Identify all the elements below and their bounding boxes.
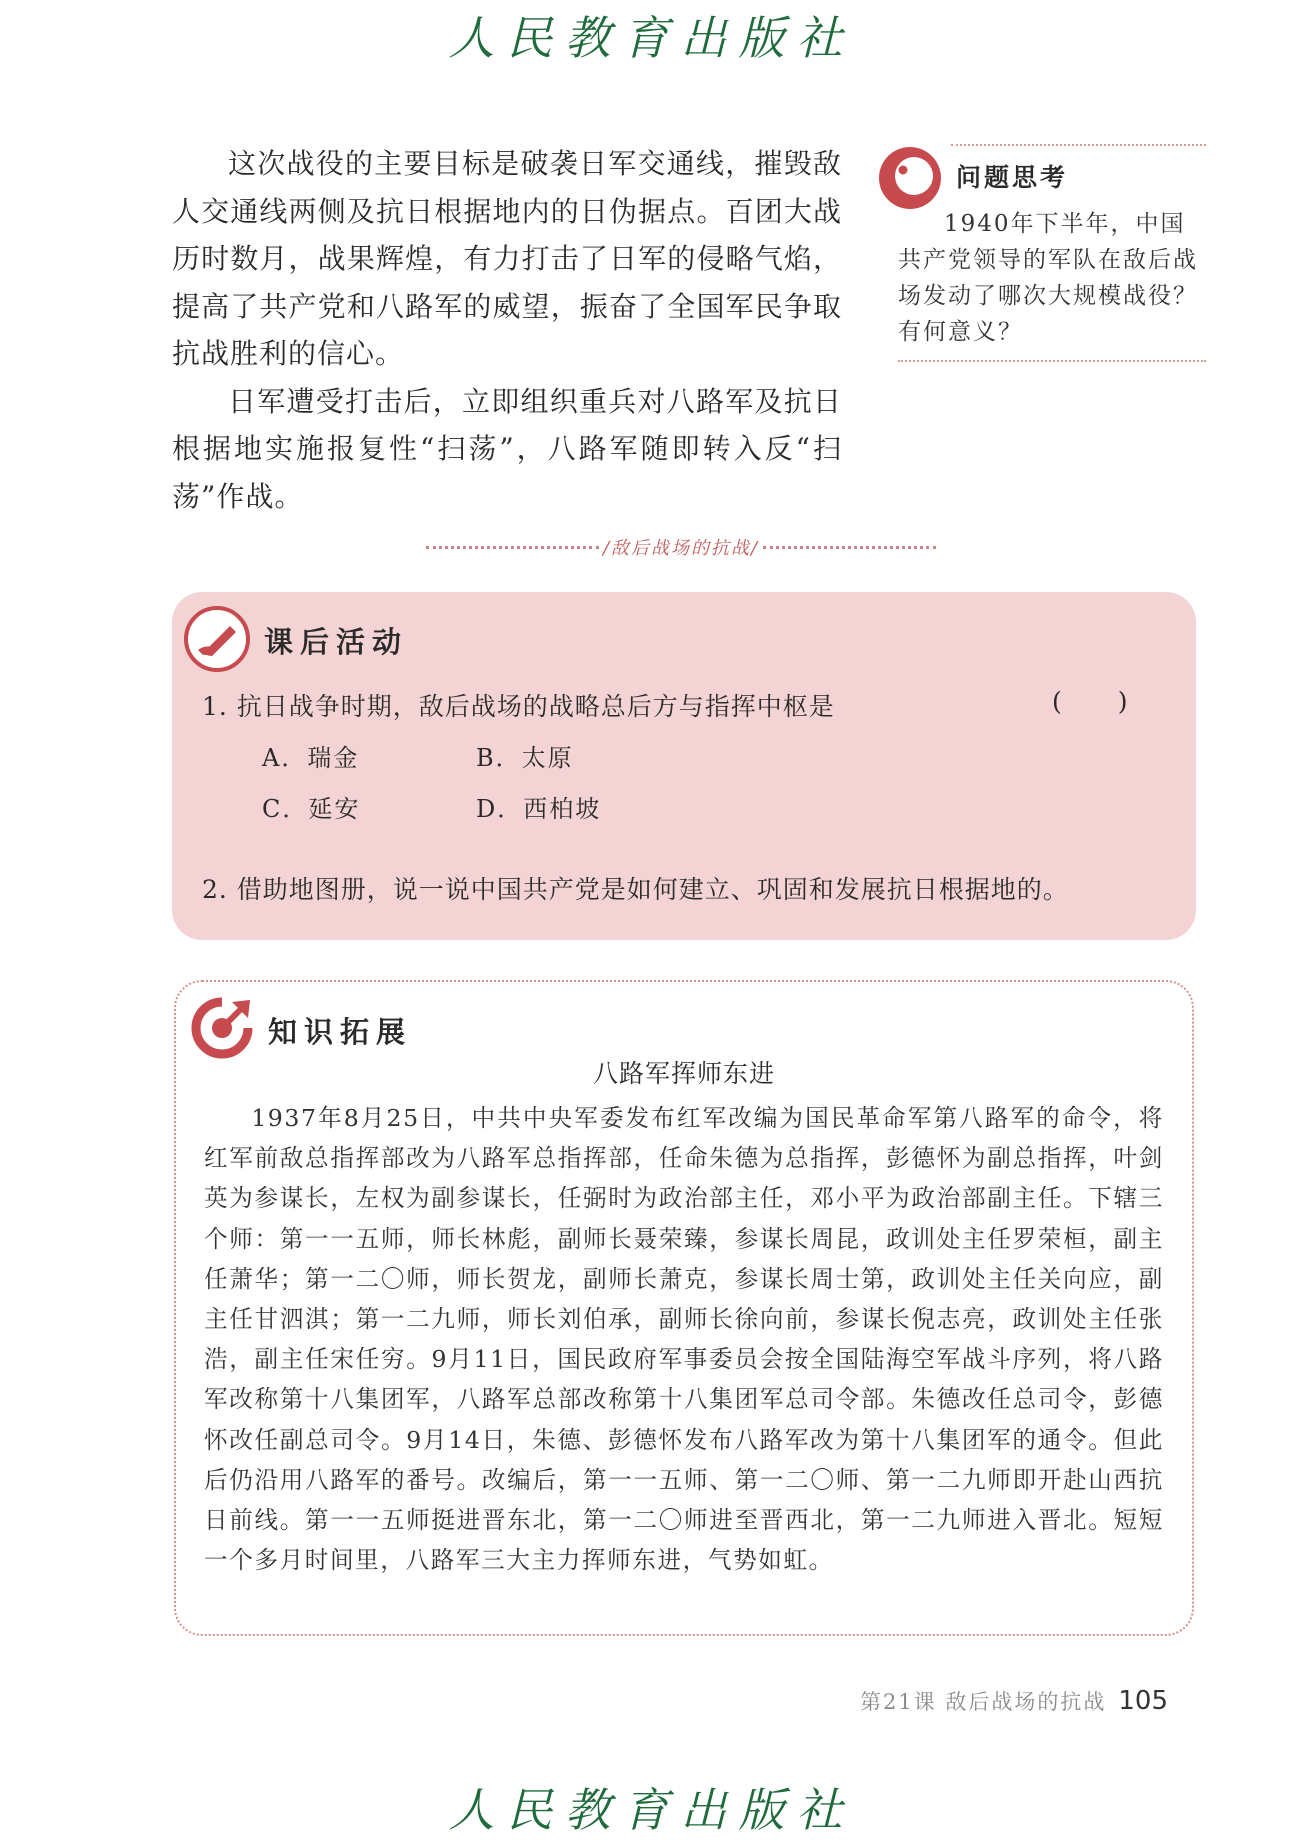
option-c: C．延安 [262,795,361,823]
activity-title: 课后活动 [264,625,409,659]
question-1: 1. 抗日战争时期，敌后战场的战略总后方与指挥中枢是 [202,692,835,721]
pencil-badge-icon [184,606,250,672]
dotted-divider [898,360,1206,362]
option-a: A．瑞金 [262,744,360,772]
question-bubble-icon [876,144,944,212]
extension-title: 知识拓展 [268,1015,413,1049]
think-box [876,138,1206,362]
extension-body: 1937年8月25日，中共中央军委发布红军改编为国民革命军第八路军的命令，将红军前敌总指挥部改为八路军总指挥部，任命朱德为总指挥，彭德怀为副总指挥，叶剑英为参谋长，左权为副参谋长，任弼时为政治部主任，邓小平为政治部副主任。下辖三个师：第一一五师，师长林彪，副师长聂荣臻，参谋长周昆，政训处主任罗荣桓，副主任萧华；第一二〇师，师长贺龙，副师长萧克，参谋长周士第，政训处主任关向应，副主任甘泗淇；第一二九师，师长刘伯承，副师长徐向前，参谋长倪志亮，政训处主任张浩，副主任宋任穷。9月11日，国民政府军事委员会按全国陆海空军战斗序列，将八路军改称第十八集团军，八路军总部改称第十八集团军总司令部。朱德改任总司令，彭德怀改任副总司令。9月14日，朱德、彭德怀发布八路军改为第十八集团军的通令。但此后仍沿用八路军的番号。改编后，第一一五师、第一二〇师、第一二九师即开赴山西抗日前线。第一一五师挺进晋东北，第一二〇师进至晋西北，第一二九师进入晋北。短短一个多月时间里，八路军三大主力挥师东进，气势如虹。 [204,1104,1164,1575]
extension-box [174,980,1194,1636]
page-number: 105 [1118,1686,1168,1716]
extension-subtitle: 八路军挥师东进 [592,1059,775,1088]
main-text [172,140,842,520]
dotted-line [426,546,599,549]
dotted-divider [951,144,1206,146]
expand-arrow-icon [188,994,256,1062]
option-d: D．西柏坡 [476,795,602,823]
footer-lesson: 第21课 敌后战场的抗战 [859,1690,1107,1714]
publisher-logo-bottom: 人民教育出版社 [448,1783,855,1837]
lesson-tag [426,534,936,560]
option-b: B．太原 [476,744,574,772]
publisher-logo-top: 人民教育出版社 [448,11,855,65]
think-body: 1940年下半年，中国共产党领导的军队在敌后战场发动了哪次大规模战役？有何意义？ [898,211,1198,345]
page-footer [0,1686,1168,1716]
think-title: 问题思考 [956,163,1069,192]
main-paragraph: 这次战役的主要目标是破袭日军交通线，摧毁敌人交通线两侧及抗日根据地内的日伪据点。百团大战历时数月，战果辉煌，有力打击了日军的侵略气焰，提高了共产党和八路军的威望，振奋了全国军民争取抗战胜利的信心。 [172,147,842,370]
activity-box [172,592,1196,940]
dotted-line [763,546,936,549]
answer-blank: ( ) [1052,687,1128,716]
main-paragraph: 日军遭受打击后，立即组织重兵对八路军及抗日根据地实施报复性“扫荡”，八路军随即转入反“扫荡”作战。 [172,384,842,513]
lesson-tag-label: /敌后战场的抗战/ [602,538,760,559]
question-2: 2. 借助地图册，说一说中国共产党是如何建立、巩固和发展抗日根据地的。 [202,875,1069,904]
